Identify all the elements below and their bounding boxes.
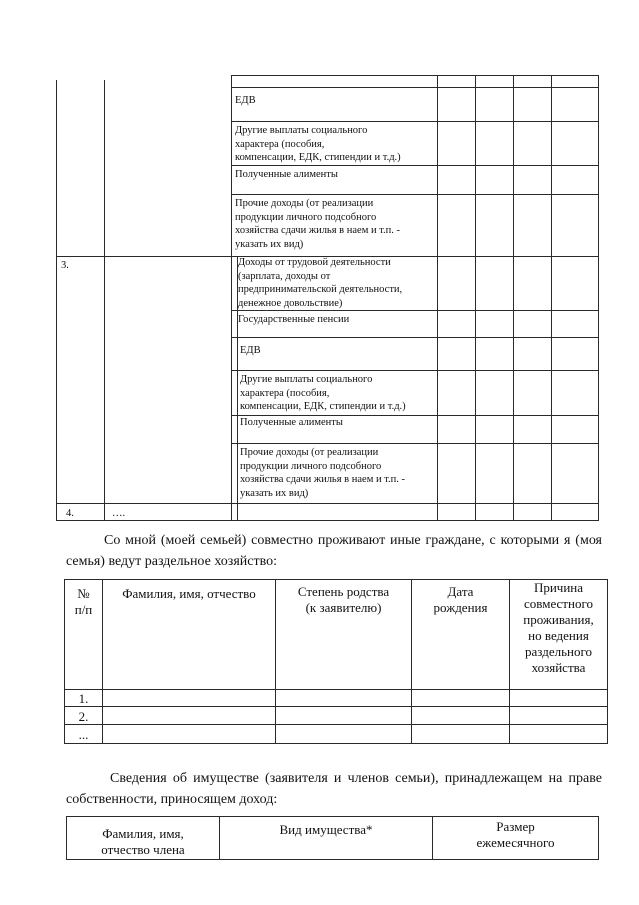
- row-number: 4.: [66, 508, 74, 519]
- income-row-label: Другие выплаты социального характера (пособия, компенсации, ЕДК, стипендии и т.д.): [240, 374, 406, 412]
- table-line: [598, 816, 599, 860]
- table-line: [66, 816, 599, 817]
- table-line: [231, 194, 599, 195]
- table-line: [104, 80, 105, 520]
- column-header-name: Фамилия, имя, отчество члена: [101, 826, 185, 857]
- table-line: [231, 75, 599, 76]
- table-line: [231, 310, 599, 311]
- income-row-label: Прочие доходы (от реализации продукции личного подсобного хозяйства сдачи жилья в наем и т.п. - указать их вид): [240, 447, 406, 499]
- table-line: [437, 75, 438, 520]
- table-line: [56, 520, 599, 521]
- table-line: [231, 87, 599, 88]
- income-row-label: Прочие доходы (от реализации продукции личного подсобного хозяйства сдачи жилья в наем и т.п. - указать их вид): [235, 198, 401, 250]
- table-line: [231, 370, 599, 371]
- column-header-birth-date: Дата рождения: [433, 584, 488, 615]
- table-line: [102, 579, 103, 744]
- column-header-monthly-size: Размер ежемесячного: [476, 819, 555, 850]
- column-header-relation: Степень родства (к заявителю): [297, 584, 390, 615]
- table-line: [64, 724, 608, 725]
- income-row-label: Полученные алименты: [240, 417, 343, 428]
- table-line: [598, 75, 599, 520]
- row-number: 2.: [78, 709, 89, 724]
- table-line: [475, 75, 476, 520]
- table-line: [231, 165, 599, 166]
- table-line: [66, 859, 599, 860]
- income-row-label: Доходы от трудовой деятельности (зарплата, доходы от предпринимательской деятельности, денежное довольствие): [238, 257, 403, 309]
- property-paragraph: Сведения об имуществе (заявителя и членов семьи), принадлежащем на праве собственности, приносящем доход:: [66, 771, 602, 807]
- column-header-number: № п/п: [74, 586, 93, 617]
- column-header-property-type: Вид имущества*: [279, 822, 373, 837]
- table-line: [56, 80, 57, 520]
- table-line: [231, 443, 599, 444]
- column-header-reason: Причина совместного проживания, но ведения раздельного хозяйства: [523, 580, 594, 675]
- row-number: ...: [78, 727, 89, 742]
- table-line: [607, 579, 608, 744]
- row-number: 3.: [61, 260, 69, 271]
- income-row-label: Другие выплаты социального характера (пособия, компенсации, ЕДК, стипендии и т.д.): [235, 125, 401, 163]
- table-line: [231, 75, 232, 520]
- row-number: 1.: [78, 691, 89, 706]
- table-line: [551, 75, 552, 520]
- table-line: [56, 503, 599, 504]
- table-line: [231, 337, 599, 338]
- income-row-label: Государственные пенсии: [238, 314, 350, 325]
- income-row-label: Полученные алименты: [235, 169, 338, 180]
- income-row-label: ЕДВ: [240, 345, 261, 356]
- table-line: [64, 689, 608, 690]
- column-header-name: Фамилия, имя, отчество: [122, 586, 256, 601]
- separate-household-paragraph: Со мной (моей семьей) совместно проживают иные граждане, с которыми я (моя семья) ведут раздельное хозяйство:: [66, 533, 602, 569]
- table-line: [64, 706, 608, 707]
- row-name-ellipsis: ….: [112, 508, 126, 519]
- income-row-label: ЕДВ: [235, 95, 256, 106]
- table-line: [231, 121, 599, 122]
- table-line: [64, 743, 608, 744]
- table-line: [513, 75, 514, 520]
